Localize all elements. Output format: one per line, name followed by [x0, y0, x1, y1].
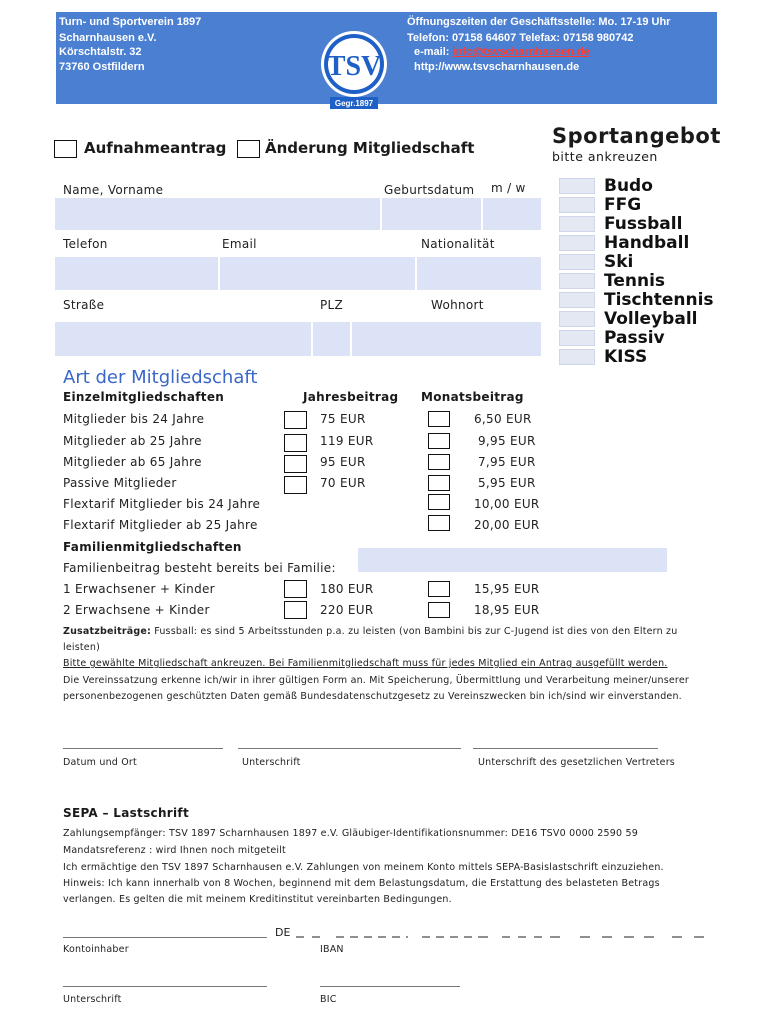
- monthly-price: 6,50 EUR: [474, 412, 532, 426]
- sport-checkbox-ski[interactable]: [559, 254, 595, 270]
- sport-label-ski: Ski: [604, 252, 634, 272]
- date-place-label: Datum und Ort: [63, 757, 137, 768]
- date-place-line[interactable]: [63, 748, 223, 749]
- street-label: Straße: [63, 298, 105, 312]
- sepa-authorization: Ich ermächtige den TSV 1897 Scharnhausen e.V. Zahlungen von meinem Konto mittels SEPA-Basislastschrift einzuziehen.: [63, 862, 664, 873]
- email-link[interactable]: info@tsvscharnhausen.de: [452, 46, 590, 58]
- yearly-price: 75 EUR: [320, 412, 366, 426]
- yearly-checkbox-3[interactable]: [284, 455, 307, 473]
- sport-label-handball: Handball: [604, 233, 690, 253]
- monthly-checkbox-5[interactable]: [428, 494, 450, 510]
- monthly-checkbox-3[interactable]: [428, 454, 450, 470]
- monthly-checkbox-2[interactable]: [428, 433, 450, 449]
- phone-input[interactable]: [55, 257, 218, 290]
- name-input[interactable]: [55, 198, 380, 230]
- signature-label: Unterschrift: [242, 757, 301, 768]
- sport-label-budo: Budo: [604, 176, 653, 196]
- family-monthly-checkbox-1[interactable]: [428, 581, 450, 597]
- family-yearly-price: 180 EUR: [320, 582, 374, 596]
- monthly-price: 20,00 EUR: [474, 518, 540, 532]
- email-input[interactable]: [220, 257, 415, 290]
- sportangebot-subtitle: bitte ankreuzen: [552, 149, 658, 164]
- family-yearly-price: 220 EUR: [320, 603, 374, 617]
- sport-checkbox-budo[interactable]: [559, 178, 595, 194]
- sepa-reference: Mandatsreferenz : wird Ihnen noch mitgeteilt: [63, 845, 286, 856]
- email-label: e-mail:: [414, 46, 450, 58]
- membership-row-label: Passive Mitglieder: [63, 476, 177, 490]
- monthly-price: 7,95 EUR: [478, 455, 536, 469]
- sport-label-tennis: Tennis: [604, 271, 666, 291]
- extra-fees-label: Zusatzbeiträge:: [63, 626, 151, 637]
- gender-label: m / w: [491, 181, 526, 195]
- zip-label: PLZ: [320, 298, 344, 312]
- sport-label-passiv: Passiv: [604, 328, 665, 348]
- aenderung-label: Änderung Mitgliedschaft: [265, 139, 475, 157]
- family-yearly-checkbox-1[interactable]: [284, 580, 307, 598]
- column-yearly: Jahresbeitrag: [303, 390, 399, 404]
- club-city: 73760 Ostfildern: [59, 61, 145, 73]
- birthdate-label: Geburtsdatum: [384, 183, 475, 197]
- membership-row-label: Mitglieder ab 25 Jahre: [63, 434, 202, 448]
- phone-label: Telefon: [63, 237, 108, 251]
- gender-input[interactable]: [483, 198, 541, 230]
- sport-checkbox-volleyball[interactable]: [559, 311, 595, 327]
- aufnahmeantrag-checkbox[interactable]: [54, 140, 77, 158]
- family-monthly-checkbox-2[interactable]: [428, 602, 450, 618]
- name-label: Name, Vorname: [63, 183, 164, 197]
- sport-checkbox-passiv[interactable]: [559, 330, 595, 346]
- tsv-logo: [316, 30, 392, 110]
- aenderung-checkbox[interactable]: [237, 140, 260, 158]
- family-prompt: Familienbeitrag besteht bereits bei Familie:: [63, 561, 336, 575]
- family-heading: Familienmitgliedschaften: [63, 540, 242, 554]
- membership-row-label: Flextarif Mitglieder bis 24 Jahre: [63, 497, 261, 511]
- street-input[interactable]: [55, 322, 311, 356]
- zip-input[interactable]: [313, 322, 350, 356]
- nationality-input[interactable]: [417, 257, 541, 290]
- sport-checkbox-tennis[interactable]: [559, 273, 595, 289]
- sepa-signature-label: Unterschrift: [63, 994, 122, 1005]
- signature-line[interactable]: [238, 748, 461, 749]
- sport-label-kiss: KISS: [604, 347, 648, 367]
- instruction-note: Bitte gewählte Mitgliedschaft ankreuzen. Bei Familienmitgliedschaft muss für jedes Mitglied ein Antrag ausgefüllt werden.: [63, 658, 668, 669]
- column-monthly: Monatsbeitrag: [421, 390, 524, 404]
- privacy-note-2: personenbezogenen geschützten Daten gemäß Bundesdatenschutzgesetz zu Vereinszwecken bin ich/sind wir einverstanden.: [63, 691, 682, 702]
- office-hours: Öffnungszeiten der Geschäftsstelle: Mo. 17-19 Uhr: [407, 16, 671, 28]
- city-input[interactable]: [352, 322, 541, 356]
- iban-digit-slots[interactable]: [292, 925, 707, 941]
- sport-checkbox-kiss[interactable]: [559, 349, 595, 365]
- sport-label-fussball: Fussball: [604, 214, 683, 234]
- monthly-price: 10,00 EUR: [474, 497, 540, 511]
- monthly-checkbox-1[interactable]: [428, 411, 450, 427]
- monthly-price: 9,95 EUR: [478, 434, 536, 448]
- svg-text:TSV: TSV: [326, 51, 382, 82]
- email-field-label: Email: [222, 237, 257, 251]
- sepa-hint-2: verlangen. Es gelten die mit meinem Kreditinstitut vereinbarten Bedingungen.: [63, 894, 452, 905]
- sportangebot-title: Sportangebot: [552, 124, 721, 148]
- sport-label-volleyball: Volleyball: [604, 309, 698, 329]
- birthdate-input[interactable]: [382, 198, 481, 230]
- city-label: Wohnort: [431, 298, 484, 312]
- family-row-label: 2 Erwachsene + Kinder: [63, 603, 210, 617]
- sport-checkbox-fussball[interactable]: [559, 216, 595, 232]
- sepa-title: SEPA – Lastschrift: [63, 806, 189, 820]
- sepa-payee: Zahlungsempfänger: TSV 1897 Scharnhausen 1897 e.V. Gläubiger-Identifikationsnummer: DE16 TSV0 0000 2590 59: [63, 828, 638, 839]
- membership-row-label: Mitglieder ab 65 Jahre: [63, 455, 202, 469]
- yearly-price: 70 EUR: [320, 476, 366, 490]
- monthly-checkbox-6[interactable]: [428, 515, 450, 531]
- yearly-checkbox-2[interactable]: [284, 434, 307, 452]
- sepa-hint-1: Hinweis: Ich kann innerhalb von 8 Wochen, beginnend mit dem Belastungsdatum, die Erstattung des belasteten Betrags: [63, 878, 660, 889]
- yearly-price: 95 EUR: [320, 455, 366, 469]
- sport-checkbox-handball[interactable]: [559, 235, 595, 251]
- extra-fees-text-2: leisten): [63, 642, 100, 653]
- membership-title: Art der Mitgliedschaft: [63, 367, 258, 388]
- family-yearly-checkbox-2[interactable]: [284, 601, 307, 619]
- membership-row-label: Mitglieder bis 24 Jahre: [63, 412, 205, 426]
- phone-fax: Telefon: 07158 64607 Telefax: 07158 980742: [407, 32, 634, 44]
- monthly-price: 5,95 EUR: [478, 476, 536, 490]
- account-holder-label: Kontoinhaber: [63, 944, 129, 955]
- aufnahmeantrag-label: Aufnahmeantrag: [84, 139, 227, 157]
- monthly-checkbox-4[interactable]: [428, 475, 450, 491]
- bic-label: BIC: [320, 994, 337, 1005]
- individual-heading: Einzelmitgliedschaften: [63, 390, 225, 404]
- sport-label-tischtennis: Tischtennis: [604, 290, 714, 310]
- family-name-input[interactable]: [358, 548, 667, 572]
- club-street: Körschtalstr. 32: [59, 46, 142, 58]
- family-row-label: 1 Erwachsener + Kinder: [63, 582, 215, 596]
- svg-text:Gegr.1897: Gegr.1897: [334, 99, 374, 108]
- sport-checkbox-tischtennis[interactable]: [559, 292, 595, 308]
- yearly-checkbox-1[interactable]: [284, 411, 307, 429]
- membership-row-label: Flextarif Mitglieder ab 25 Jahre: [63, 518, 258, 532]
- club-name-line2: Scharnhausen e.V.: [59, 32, 157, 44]
- family-monthly-price: 15,95 EUR: [474, 582, 540, 596]
- guardian-signature-line[interactable]: [473, 748, 658, 749]
- iban-label: IBAN: [320, 944, 344, 955]
- sport-label-ffg: FFG: [604, 195, 642, 215]
- club-name: Turn- und Sportverein 1897: [59, 16, 202, 28]
- extra-fees-text: Fussball: es sind 5 Arbeitsstunden p.a. zu leisten (von Bambini bis zur C-Jugend ist dies von den Eltern zu: [150, 626, 678, 637]
- privacy-note-1: Die Vereinssatzung erkenne ich/wir in ihrer gültigen Form an. Mit Speicherung, Übermittlung und Verarbeitung meiner/unserer: [63, 675, 689, 686]
- sport-checkbox-ffg[interactable]: [559, 197, 595, 213]
- sepa-signature-line[interactable]: [63, 986, 267, 987]
- account-holder-line[interactable]: [63, 937, 267, 938]
- bic-line[interactable]: [320, 986, 460, 987]
- extra-fees-note: [63, 626, 677, 637]
- guardian-signature-label: Unterschrift des gesetzlichen Vertreters: [478, 757, 675, 768]
- yearly-checkbox-4[interactable]: [284, 476, 307, 494]
- email-line: [414, 46, 590, 58]
- website-link[interactable]: http://www.tsvscharnhausen.de: [414, 61, 580, 73]
- nationality-label: Nationalität: [421, 237, 495, 251]
- family-monthly-price: 18,95 EUR: [474, 603, 540, 617]
- yearly-price: 119 EUR: [320, 434, 374, 448]
- iban-prefix: DE: [275, 926, 291, 939]
